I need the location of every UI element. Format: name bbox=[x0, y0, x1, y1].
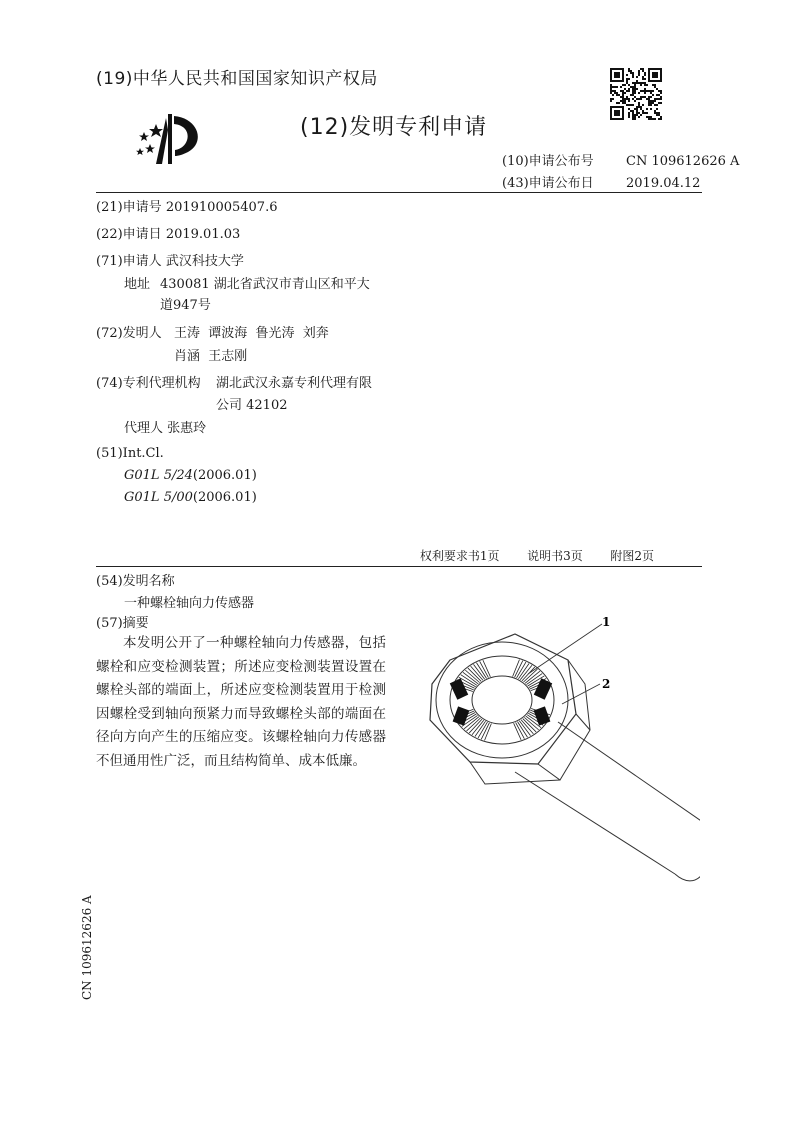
application-date-label: (22)申请日 bbox=[96, 227, 162, 242]
applicant: 武汉科技大学 bbox=[165, 254, 244, 269]
publication-number-label: (10)申请公布号 bbox=[502, 154, 594, 169]
agency-line-2: 公司 42102 bbox=[216, 398, 288, 413]
agent: 张惠玲 bbox=[167, 421, 207, 436]
abstract-text: 本发明公开了一种螺栓轴向力传感器，包括螺栓和应变检测装置；所述应变检测装置设置在螺栓头部的端面上，所述应变检测装置用于检测因螺栓受到轴向预紧力而导致螺栓头部的端面在径向方向产生的压缩应变。该螺栓轴向力传感器不但通用性广泛，而且结构简单、成本低廉。 bbox=[96, 635, 386, 769]
publication-number: CN 109612626 A bbox=[626, 154, 740, 169]
applicant-row bbox=[96, 250, 244, 273]
application-number-row bbox=[96, 196, 277, 219]
agency-label: (74)专利代理机构 bbox=[96, 376, 201, 391]
qr-code-icon bbox=[610, 68, 662, 120]
bolt-sensor-drawing bbox=[410, 612, 700, 912]
inventors-line-2: 肖涵 王志刚 bbox=[174, 349, 248, 364]
header-divider bbox=[96, 192, 702, 193]
applicant-label: (71)申请人 bbox=[96, 254, 162, 269]
inventors-label: (72)发明人 bbox=[96, 326, 162, 341]
page-counts: 权利要求书1页 说明书3页 附图2页 bbox=[419, 549, 654, 563]
inventors-line-1: 王涛 谭波海 鲁光涛 刘奔 bbox=[174, 326, 329, 341]
agent-row bbox=[124, 417, 206, 440]
publication-date-label: (43)申请公布日 bbox=[502, 176, 594, 191]
invention-title: 一种螺栓轴向力传感器 bbox=[124, 596, 255, 611]
ipc-code-2: G01L 5/00 bbox=[124, 490, 193, 505]
ipc-version-1: (2006.01) bbox=[192, 468, 257, 483]
agent-label: 代理人 bbox=[124, 421, 164, 436]
body-divider bbox=[96, 566, 702, 567]
ipc-code-1: G01L 5/24 bbox=[124, 468, 193, 483]
ipc-row-2 bbox=[124, 486, 257, 509]
address-line-2: 道947号 bbox=[160, 298, 211, 313]
callout-label-2: 2 bbox=[602, 677, 611, 691]
agency-line-1: 湖北武汉永嘉专利代理有限 bbox=[216, 376, 373, 391]
side-publication-number: CN 109612626 A bbox=[80, 895, 94, 1000]
office-title: (19)中华人民共和国国家知识产权局 bbox=[96, 69, 378, 89]
abstract-label: (57)摘要 bbox=[96, 616, 149, 631]
publication-date: 2019.04.12 bbox=[626, 176, 701, 191]
application-number: 201910005407.6 bbox=[165, 200, 278, 215]
address-line-1: 430081 湖北省武汉市青山区和平大 bbox=[160, 277, 370, 292]
ipc-row-1 bbox=[124, 464, 257, 487]
application-number-label: (21)申请号 bbox=[96, 200, 162, 215]
callout-label-1: 1 bbox=[602, 615, 611, 629]
ipc-label: (51)Int.Cl. bbox=[96, 446, 164, 461]
ipc-version-2: (2006.01) bbox=[192, 490, 257, 505]
document-type-title: (12)发明专利申请 bbox=[300, 115, 488, 140]
cnipa-logo-icon bbox=[128, 108, 214, 168]
publication-number-row bbox=[502, 150, 739, 169]
publication-date-row bbox=[502, 172, 700, 191]
address-label: 地址 bbox=[124, 277, 151, 292]
application-date: 2019.01.03 bbox=[165, 227, 241, 242]
application-date-row bbox=[96, 223, 240, 246]
invention-title-label: (54)发明名称 bbox=[96, 574, 175, 589]
